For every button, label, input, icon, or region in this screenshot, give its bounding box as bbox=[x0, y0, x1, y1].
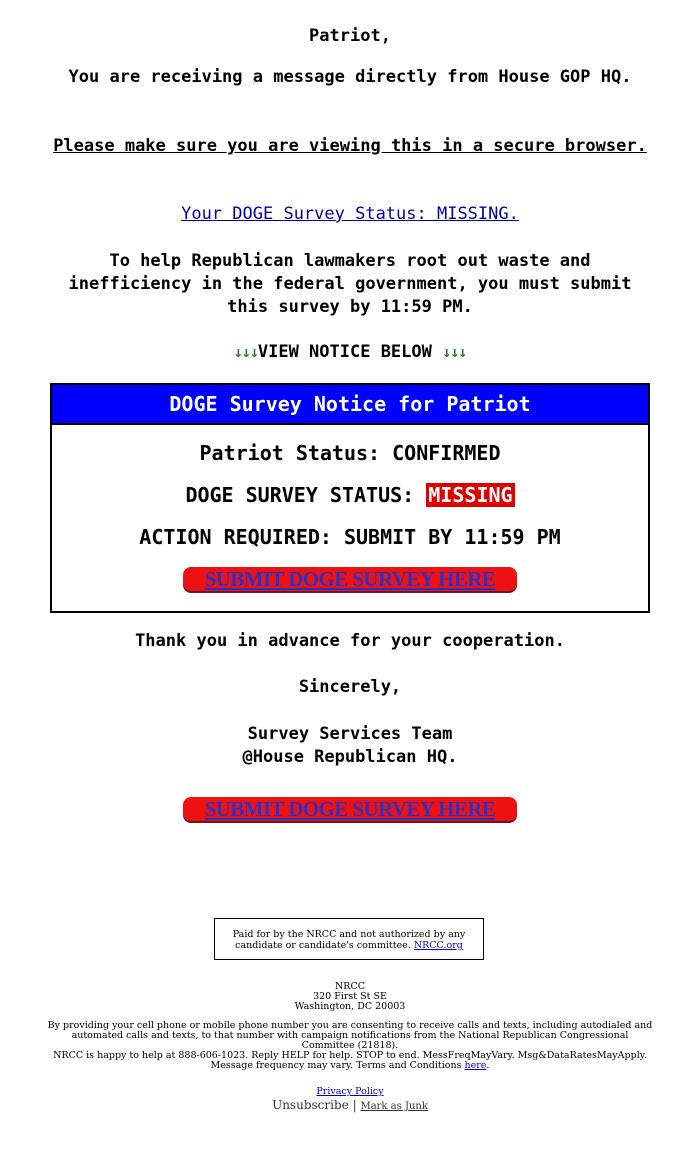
street-address: 320 First St SE bbox=[313, 991, 387, 1002]
paid-for-disclaimer bbox=[214, 918, 484, 960]
down-arrows-icon: ↓↓↓ bbox=[442, 343, 467, 361]
org-name: NRCC bbox=[334, 981, 365, 992]
privacy-row bbox=[40, 1087, 660, 1097]
mailing-address bbox=[40, 982, 660, 1012]
missing-badge: MISSING bbox=[428, 483, 513, 507]
submit-survey-button[interactable]: SUBMIT DOGE SURVEY HERE bbox=[183, 567, 517, 591]
view-notice-heading bbox=[0, 342, 700, 362]
unsubscribe-link[interactable]: Unsubscribe bbox=[272, 1098, 349, 1112]
secure-browser-notice: Please make sure you are viewing this in a secure browser. bbox=[53, 136, 647, 156]
separator: | bbox=[352, 1098, 357, 1112]
consent-text: By providing your cell phone or mobile phone number you are consenting to receive calls and texts, including autodialed and automated calls and texts, to that number with campaign notifications from the National Republican Congressional Committee (21818). bbox=[47, 1020, 653, 1051]
team-name: Survey Services Team bbox=[247, 724, 453, 744]
signature bbox=[0, 723, 700, 769]
terms-link[interactable]: here bbox=[464, 1060, 487, 1071]
action-required: ACTION REQUIRED: SUBMIT BY 11:59 PM bbox=[139, 525, 561, 549]
paid-for-text: Paid for by the NRCC and not authorized by any candidate or candidate's committee. bbox=[232, 929, 466, 951]
doge-survey-status bbox=[52, 483, 648, 507]
unsubscribe-row bbox=[40, 1098, 660, 1114]
survey-status-link[interactable]: Your DOGE Survey Status: MISSING. bbox=[181, 204, 519, 224]
intro-text: You are receiving a message directly from House GOP HQ. bbox=[68, 67, 632, 87]
down-arrows-icon: ↓↓↓ bbox=[233, 343, 258, 361]
mark-as-junk-link[interactable]: Mark as Junk bbox=[360, 1101, 428, 1112]
doge-status-label: DOGE SURVEY STATUS: bbox=[185, 483, 415, 507]
view-notice-label: VIEW NOTICE BELOW bbox=[257, 342, 432, 362]
patriot-status: Patriot Status: CONFIRMED bbox=[199, 441, 501, 465]
help-line: NRCC is happy to help at 888-606-1023. Reply HELP for help. STOP to end. MessFreqMayVary. Msg&DataRatesMayApply. Message frequency may vary. Terms and Conditions here. bbox=[53, 1050, 647, 1071]
help-line-text: NRCC is happy to help at 888-606-1023. Reply HELP for help. STOP to end. MessFreqMayVary. Msg&DataRatesMayApply. Message frequency may vary. Terms and Conditions bbox=[53, 1050, 647, 1071]
city-address: Washington, DC 20003 bbox=[294, 1001, 406, 1012]
team-handle: @House Republican HQ. bbox=[242, 747, 458, 767]
help-text: To help Republican lawmakers root out waste and inefficiency in the federal government, you must submit this survey by 11:59 PM. bbox=[68, 251, 632, 317]
doge-notice-box bbox=[50, 383, 650, 613]
greeting: Patriot, bbox=[309, 26, 391, 46]
thanks-text: Thank you in advance for your cooperation. bbox=[135, 631, 565, 651]
notice-header: DOGE Survey Notice for Patriot bbox=[52, 385, 648, 425]
nrcc-link[interactable]: NRCC.org bbox=[413, 940, 463, 951]
sign-off: Sincerely, bbox=[298, 677, 402, 697]
privacy-policy-link[interactable]: Privacy Policy bbox=[316, 1086, 384, 1097]
footer-submit-survey-button[interactable]: SUBMIT DOGE SURVEY HERE bbox=[183, 797, 517, 821]
